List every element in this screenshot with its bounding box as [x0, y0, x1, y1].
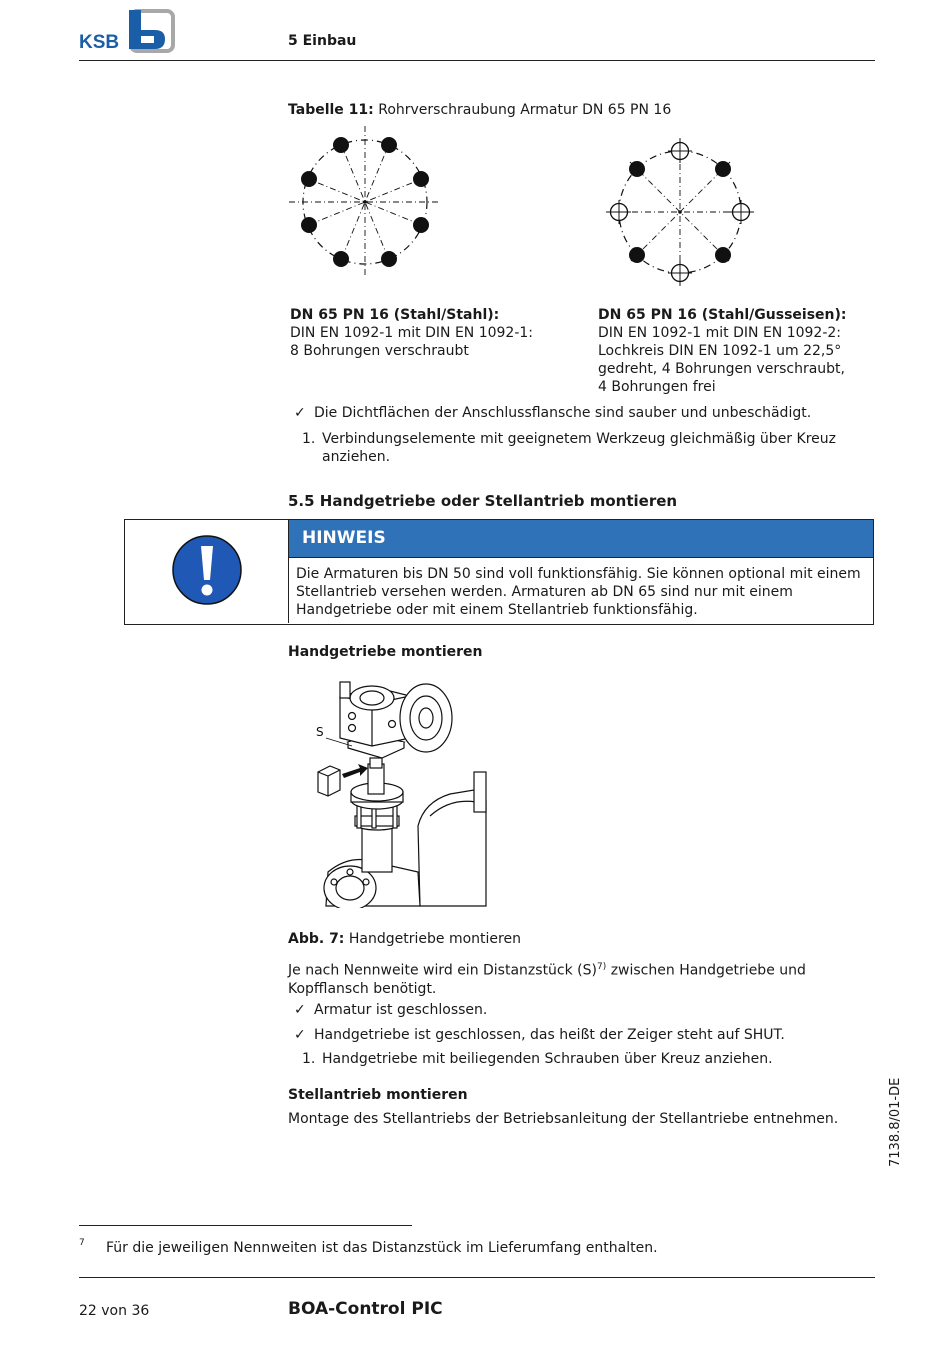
paragraph-text: Kopfflansch benötigt.: [288, 980, 437, 997]
table-caption-label: Tabelle 11:: [288, 102, 374, 118]
section-heading-5-5: 5.5 Handgetriebe oder Stellantrieb montieren: [288, 492, 678, 510]
table-caption: [288, 101, 671, 119]
handgetriebe-heading: Handgetriebe montieren: [288, 644, 483, 660]
flange-diagram-steel-steel: [284, 126, 446, 286]
notice-line: Handgetriebe oder mit einem Stellantrieb funktionsfähig.: [296, 602, 698, 618]
table-right-desc: [598, 306, 847, 396]
step-text: Handgetriebe mit beiliegenden Schrauben über Kreuz anziehen.: [322, 1051, 773, 1067]
table-left-line: 8 Bohrungen verschraubt: [290, 343, 469, 359]
table-left-line: DIN EN 1092-1 mit DIN EN 1092-1:: [290, 325, 534, 341]
notice-line: Die Armaturen bis DN 50 sind voll funktionsfähig. Sie können optional mit einem: [296, 566, 861, 582]
prerequisite-text: Armatur ist geschlossen.: [314, 1002, 488, 1018]
stellantrieb-heading: Stellantrieb montieren: [288, 1087, 468, 1103]
ksb-logo: [79, 8, 177, 54]
step-number: 1.: [302, 1051, 316, 1067]
notice-line: Stellantrieb versehen werden. Armaturen ab DN 65 sind nur mit einem: [296, 584, 793, 600]
paragraph-text: zwischen Handgetriebe und: [606, 962, 806, 979]
footnote-number: 7: [79, 1238, 85, 1248]
check-icon: ✓: [294, 1002, 306, 1018]
gearbox-mounting-illustration: [300, 676, 490, 908]
stellantrieb-text: Montage des Stellantriebs der Betriebsanleitung der Stellantriebe entnehmen.: [288, 1111, 839, 1127]
table-right-line: DIN EN 1092-1 mit DIN EN 1092-2:: [598, 325, 842, 341]
check-icon: ✓: [294, 1027, 306, 1043]
footer-rule: [79, 1277, 875, 1278]
prerequisite-text: Die Dichtflächen der Anschlussflansche sind sauber und unbeschädigt.: [314, 405, 812, 421]
step-text-line2: anziehen.: [322, 449, 391, 465]
table-right-title: DN 65 PN 16 (Stahl/Gusseisen):: [598, 307, 847, 323]
table-right-line: Lochkreis DIN EN 1092-1 um 22,5°: [598, 343, 842, 359]
figure-caption-text: Handgetriebe montieren: [348, 931, 521, 947]
check-icon: ✓: [294, 405, 306, 421]
page-number: 22 von 36: [79, 1303, 150, 1319]
notice-icon-cell: [125, 520, 289, 623]
step-number: 1.: [302, 431, 316, 447]
notice-box: [124, 519, 874, 625]
table-caption-text: Rohrverschraubung Armatur DN 65 PN 16: [378, 102, 672, 118]
footnote-text: Für die jeweiligen Nennweiten ist das Distanzstück im Lieferumfang enthalten.: [106, 1240, 658, 1256]
svg-text:7138.8/01-DE: 7138.8/01-DE: [888, 1077, 903, 1167]
document-number: [880, 1072, 906, 1167]
notice-body: [296, 565, 863, 619]
product-name: BOA-Control PIC: [288, 1299, 443, 1319]
step-item: [288, 430, 848, 466]
section-header: 5 Einbau: [288, 33, 357, 49]
svg-text:KSB: KSB: [79, 32, 120, 53]
prerequisite-text: Handgetriebe ist geschlossen, das heißt der Zeiger steht auf SHUT.: [314, 1027, 785, 1043]
notice-title: HINWEIS: [289, 520, 873, 558]
step-item: [288, 1050, 848, 1068]
figure-caption-label: Abb. 7:: [288, 931, 345, 947]
table-left-desc: [290, 306, 533, 360]
flange-diagram-steel-castiron: [600, 134, 760, 290]
header-rule: [79, 60, 875, 61]
footnote-ref: 7): [597, 962, 607, 972]
step-text-line1: Verbindungselemente mit geeignetem Werkzeug gleichmäßig über Kreuz: [322, 431, 836, 447]
figure-caption: [288, 930, 521, 948]
spacer-label: S: [316, 725, 324, 739]
table-right-line: 4 Bohrungen frei: [598, 379, 716, 395]
footnote-rule: [79, 1225, 412, 1226]
table-right-line: gedreht, 4 Bohrungen verschraubt,: [598, 361, 845, 377]
table-left-title: DN 65 PN 16 (Stahl/Stahl):: [290, 307, 500, 323]
exclamation-icon: [171, 534, 243, 606]
spacer-paragraph: [288, 958, 806, 998]
paragraph-text: Je nach Nennweite wird ein Distanzstück (S): [288, 962, 597, 979]
